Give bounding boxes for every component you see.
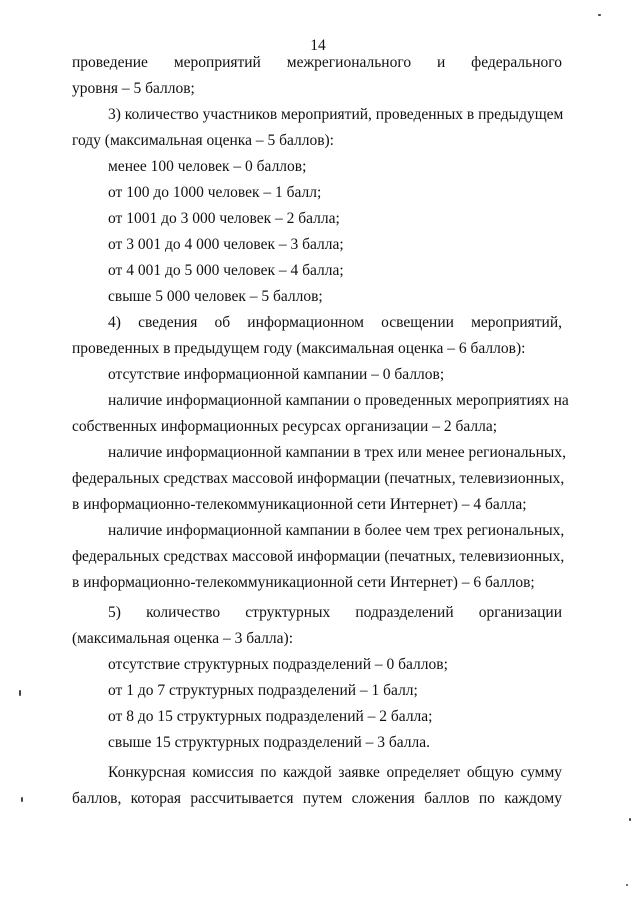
text-line: проведенных в предыдущем году (максимальная оценка – 6 баллов): xyxy=(72,340,526,357)
text-line: от 100 до 1000 человек – 1 балл; xyxy=(108,184,322,201)
text-line: свыше 15 структурных подразделений – 3 балла. xyxy=(108,734,431,751)
text-line: наличие информационной кампании в трех или менее региональных, xyxy=(108,444,566,461)
text-line: году (максимальная оценка – 5 баллов): xyxy=(72,132,334,149)
text-line: отсутствие информационной кампании – 0 баллов; xyxy=(108,366,445,383)
text-line: проведение мероприятий межрегионального и федерального xyxy=(72,54,562,71)
text-line: уровня – 5 баллов; xyxy=(72,80,195,97)
text-line: Конкурсная комиссия по каждой заявке определяет общую сумму xyxy=(108,764,562,781)
text-line: менее 100 человек – 0 баллов; xyxy=(108,158,307,175)
text-line: от 1 до 7 структурных подразделений – 1 балл; xyxy=(108,682,418,699)
text-line: 3) количество участников мероприятий, проведенных в предыдущем xyxy=(108,106,564,123)
text-line: (максимальная оценка – 3 балла): xyxy=(72,630,294,647)
text-line: от 4 001 до 5 000 человек – 4 балла; xyxy=(108,262,344,279)
scan-speck xyxy=(629,818,631,821)
text-line: баллов, которая рассчитывается путем сложения баллов по каждому xyxy=(72,790,562,807)
text-line: от 8 до 15 структурных подразделений – 2 балла; xyxy=(108,708,433,725)
page-number: 14 xyxy=(310,37,326,54)
text-line: 4) сведения об информационном освещении мероприятий, xyxy=(108,314,562,331)
text-line: свыше 5 000 человек – 5 баллов; xyxy=(108,288,323,305)
text-line: федеральных средствах массовой информации (печатных, телевизионных, xyxy=(72,470,565,487)
text-line: в информационно-телекоммуникационной сети Интернет) – 6 баллов; xyxy=(72,574,535,591)
text-line: от 1001 до 3 000 человек – 2 балла; xyxy=(108,210,340,227)
text-line: в информационно-телекоммуникационной сети Интернет) – 4 балла; xyxy=(72,496,527,513)
text-line: наличие информационной кампании в более чем трех региональных, xyxy=(108,522,565,539)
scan-speck xyxy=(598,14,601,16)
text-line: от 3 001 до 4 000 человек – 3 балла; xyxy=(108,236,344,253)
text-line: 5) количество структурных подразделений организации xyxy=(108,604,562,621)
scan-speck xyxy=(19,690,21,696)
text-line: наличие информационной кампании о проведенных мероприятиях на xyxy=(108,392,569,409)
text-line: федеральных средствах массовой информации (печатных, телевизионных, xyxy=(72,548,565,565)
scan-speck xyxy=(21,797,23,802)
scan-speck xyxy=(626,884,628,886)
text-line: собственных информационных ресурсах организации – 2 балла; xyxy=(72,418,498,435)
text-line: отсутствие структурных подразделений – 0 баллов; xyxy=(108,656,448,673)
